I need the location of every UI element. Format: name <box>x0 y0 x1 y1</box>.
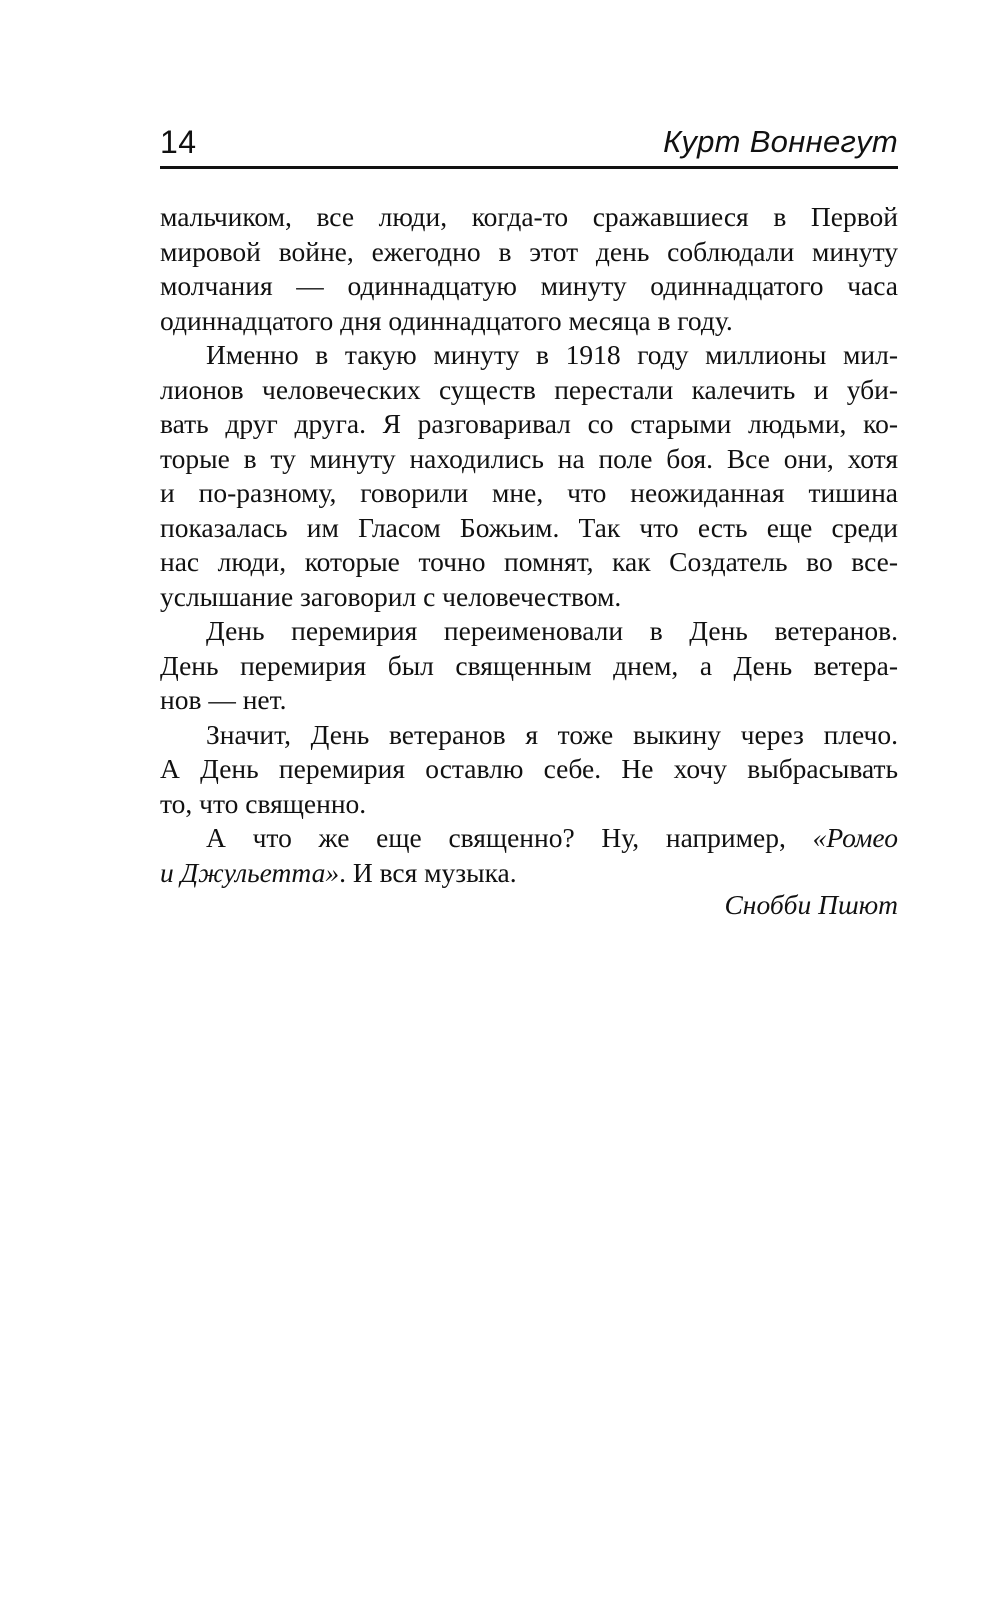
text-line: лионов человеческих существ перестали калечить и уби- <box>160 373 898 405</box>
text-line: то, что священно. <box>160 787 367 819</box>
work-title: и Джульетта» <box>160 856 340 888</box>
running-head <box>160 118 898 169</box>
paragraph <box>160 718 898 822</box>
text-line: День перемирия был священным днем, а День ветера- <box>160 649 898 681</box>
text-line: торые в ту минуту находились на поле боя. Все они, хотя <box>160 442 898 474</box>
text-line: А что же еще священно? Ну, например, «Ромео <box>206 822 898 853</box>
work-title: «Ромео <box>812 822 898 853</box>
text-line: вать друг друга. Я разговаривал со старыми людьми, ко- <box>160 408 898 439</box>
text-line: показалась им Гласом Божьим. Так что есть еще среди <box>160 511 898 543</box>
text-line: Именно в такую минуту в 1918 году миллионы мил- <box>206 339 898 370</box>
paragraph <box>160 821 898 890</box>
text-line: мальчиком, все люди, когда-то сражавшиеся в Первой <box>160 201 898 232</box>
text-line: молчания — одиннадцатую минуту одиннадцатого часа <box>160 270 898 301</box>
body-text <box>160 200 898 890</box>
text-line: услышание заговорил с человечеством. <box>160 580 622 612</box>
text-line: и Джульетта». И вся музыка. <box>160 856 517 888</box>
paragraph <box>160 614 898 718</box>
text-line: нас люди, которые точно помнят, как Создатель во все- <box>160 546 898 577</box>
text-line: мировой войне, ежегодно в этот день соблюдали минуту <box>160 235 898 267</box>
text-line: нов — нет. <box>160 684 287 715</box>
text-line: А День перемирия оставлю себе. Не хочу выбрасывать <box>160 753 898 784</box>
paragraph <box>160 200 898 338</box>
running-title: Курт Воннегут <box>663 124 898 159</box>
text-line: Значит, День ветеранов я тоже выкину через плечо. <box>206 718 898 750</box>
page-number: 14 <box>160 124 197 160</box>
author-signature: Снобби Пшют <box>724 889 898 920</box>
paragraph <box>160 338 898 614</box>
text-line: День перемирия переименовали в День ветеранов. <box>206 615 898 646</box>
text-line: и по-разному, говорили мне, что неожиданная тишина <box>160 477 898 508</box>
text-line: одиннадцатого дня одиннадцатого месяца в году. <box>160 304 733 336</box>
